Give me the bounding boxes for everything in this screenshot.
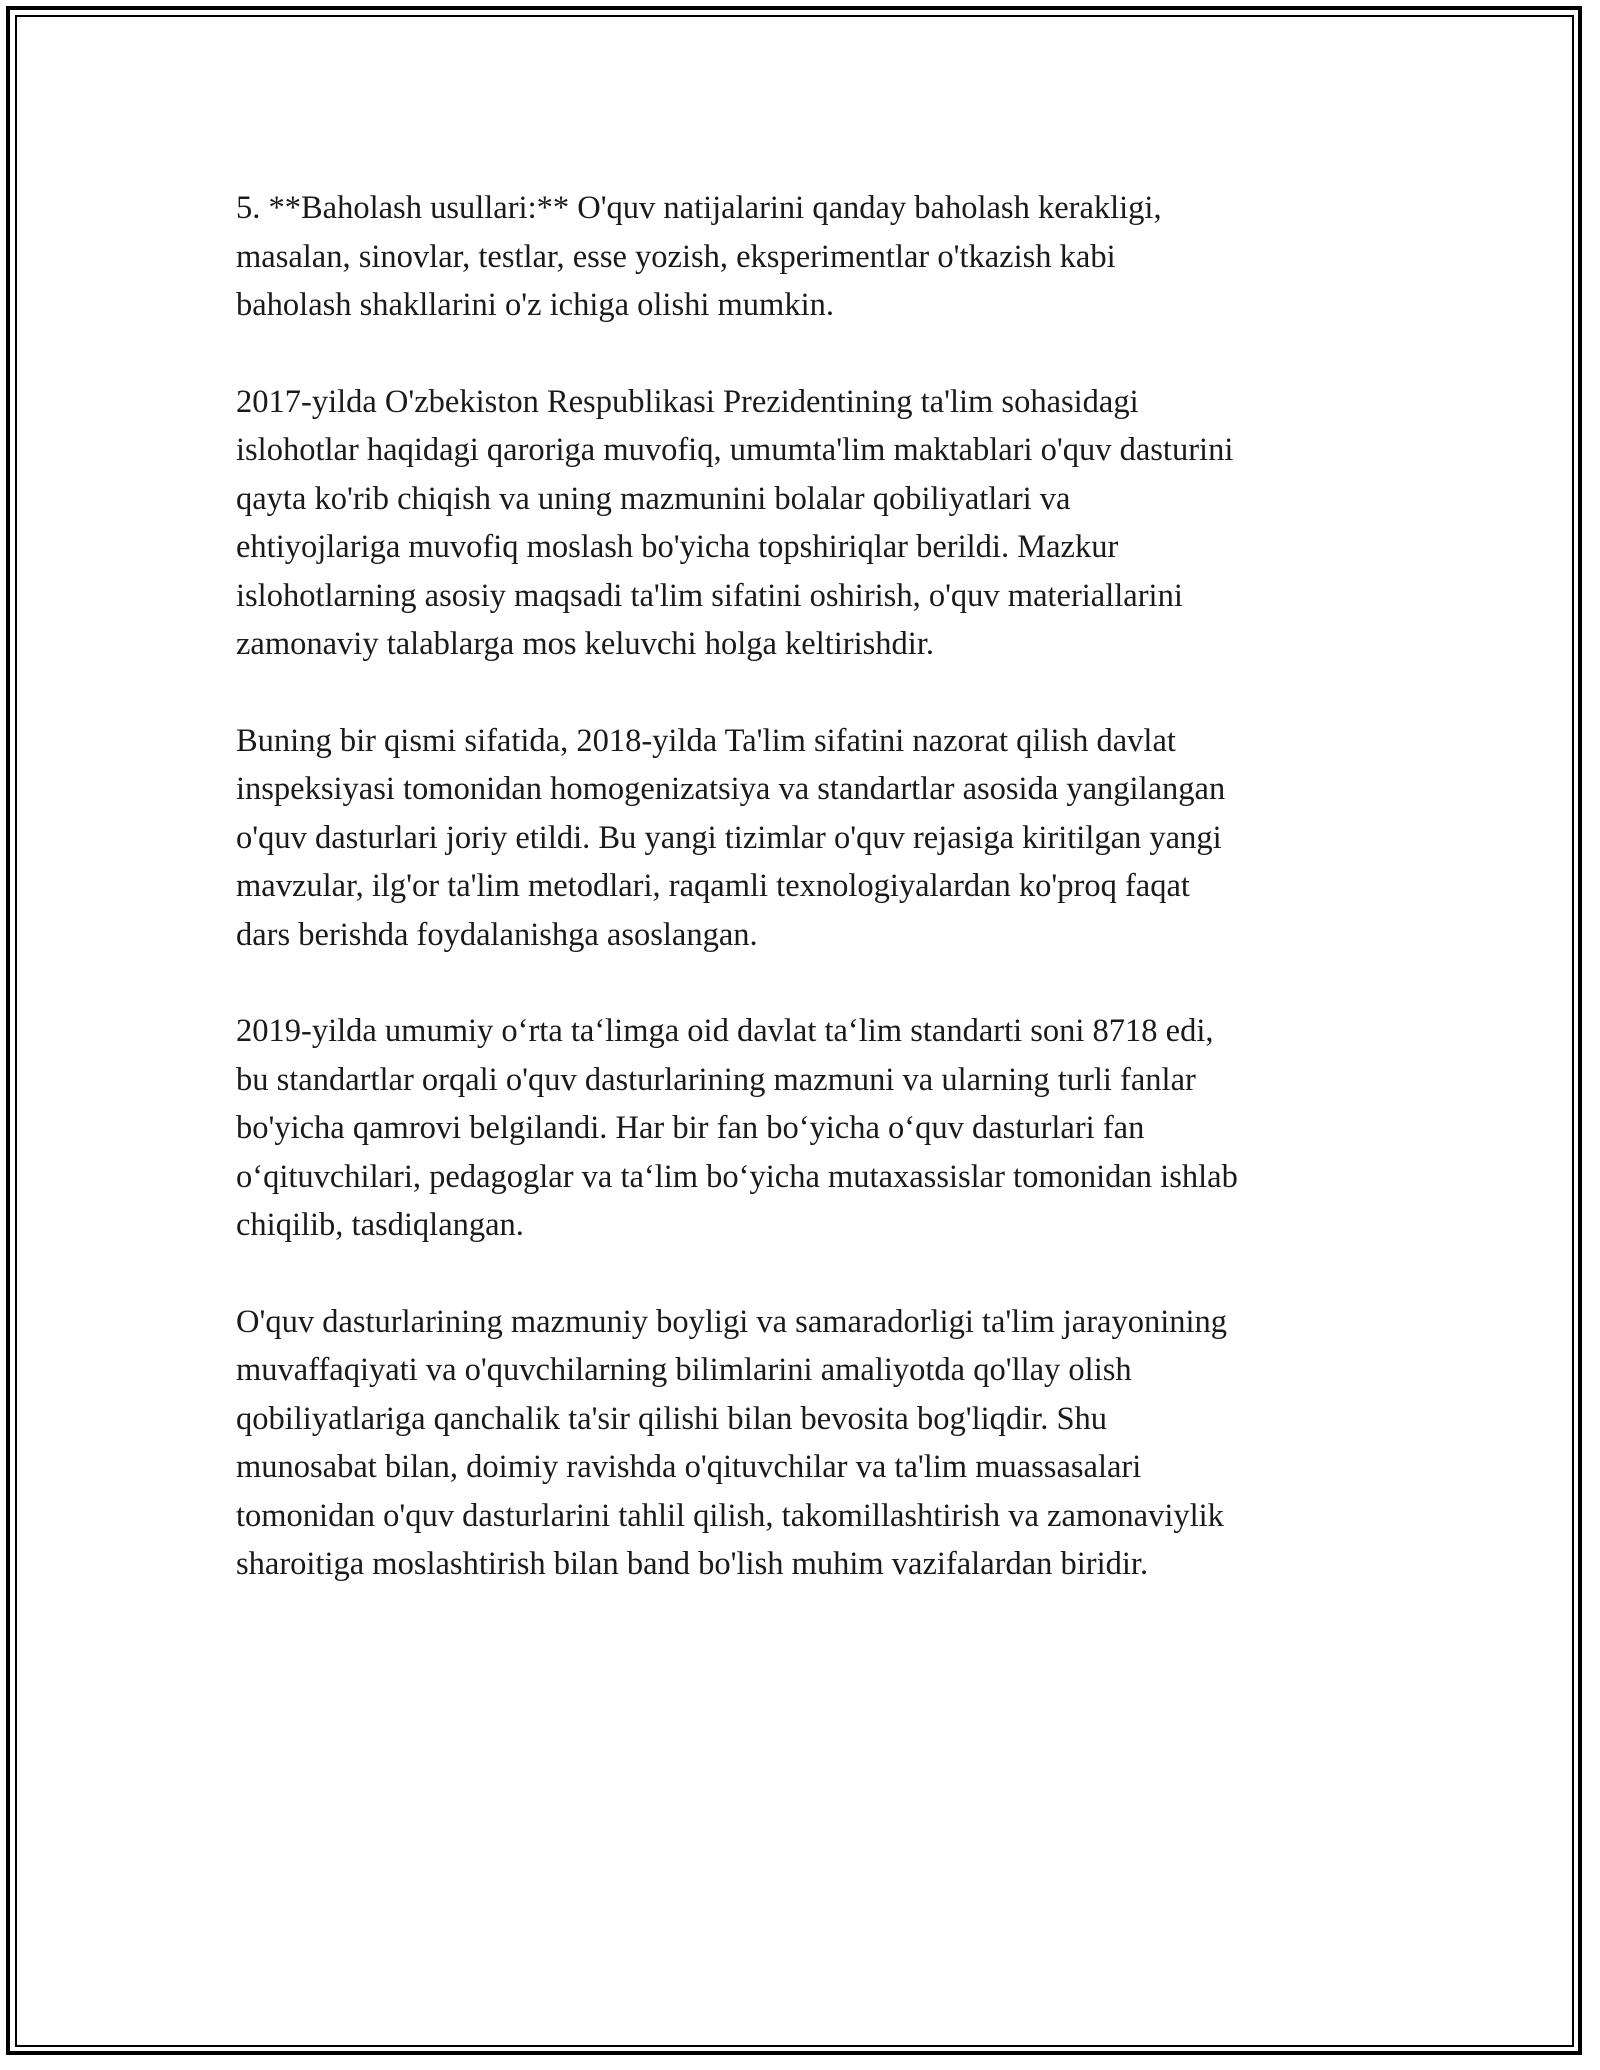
paragraph-2017-reforms: 2017-yilda O'zbekiston Respublikasi Prezidentining ta'lim sohasidagi islohotlar haqidagi qaroriga muvofiq, umumta'lim maktablari o'quv dasturini qayta ko'rib chiqish va uning mazmunini bolalar qobiliyatlari va ehtiyojlariga muvofiq moslash bo'yicha topshiriqlar berildi. Mazkur islohotlarning asosiy maqsadi ta'lim sifatini oshirish, o'quv materiallarini zamonaviy talablarga mos keluvchi holga keltirishdir. bbox=[236, 383, 1234, 662]
document-body bbox=[236, 184, 1386, 1637]
paragraph-2018-curricula: Buning bir qismi sifatida, 2018-yilda Ta'lim sifatini nazorat qilish davlat inspeksiyasi tomonidan homogenizatsiya va standartlar asosida yangilangan o'quv dasturlari joriy etildi. Bu yangi tizimlar o'quv rejasiga kiritilgan yangi mavzular, ilg'or ta'lim metodlari, raqamli texnologiyalardan ko'proq faqat dars berishda foydalanishga asoslangan. bbox=[236, 722, 1226, 953]
paragraph-curriculum-effectiveness: O'quv dasturlarining mazmuniy boyligi va samaradorligi ta'lim jarayonining muvaffaqiyati va o'quvchilarning bilimlarini amaliyotda qo'llay olish qobiliyatlariga qanchalik ta'sir qilishi bilan bevosita bog'liqdir. Shu munosabat bilan, doimiy ravishda o'qituvchilar va ta'lim muassasalari tomonidan o'quv dasturlarini tahlil qilish, takomillashtirish va zamonaviylik sharoitiga moslashtirish bilan band bo'lish muhim vazifalardan biridir. bbox=[236, 1303, 1228, 1582]
paragraph-2019-standards: 2019-yilda umumiy oʻrta taʻlimga oid davlat taʻlim standarti soni 8718 edi, bu standartlar orqali o'quv dasturlarining mazmuni va ularning turli fanlar bo'yicha qamrovi belgilandi. Har bir fan boʻyicha oʻquv dasturlari fan oʻqituvchilari, pedagoglar va taʻlim boʻyicha mutaxassislar tomonidan ishlab chiqilib, tasdiqlangan. bbox=[236, 1013, 1238, 1243]
paragraph-assessment-methods: 5. **Baholash usullari:** O'quv natijalarini qanday baholash kerakligi, masalan, sinovlar, testlar, esse yozish, eksperimentlar o'tkazish kabi baholash shakllarini o'z ichiga olishi mumkin. bbox=[236, 190, 1162, 323]
